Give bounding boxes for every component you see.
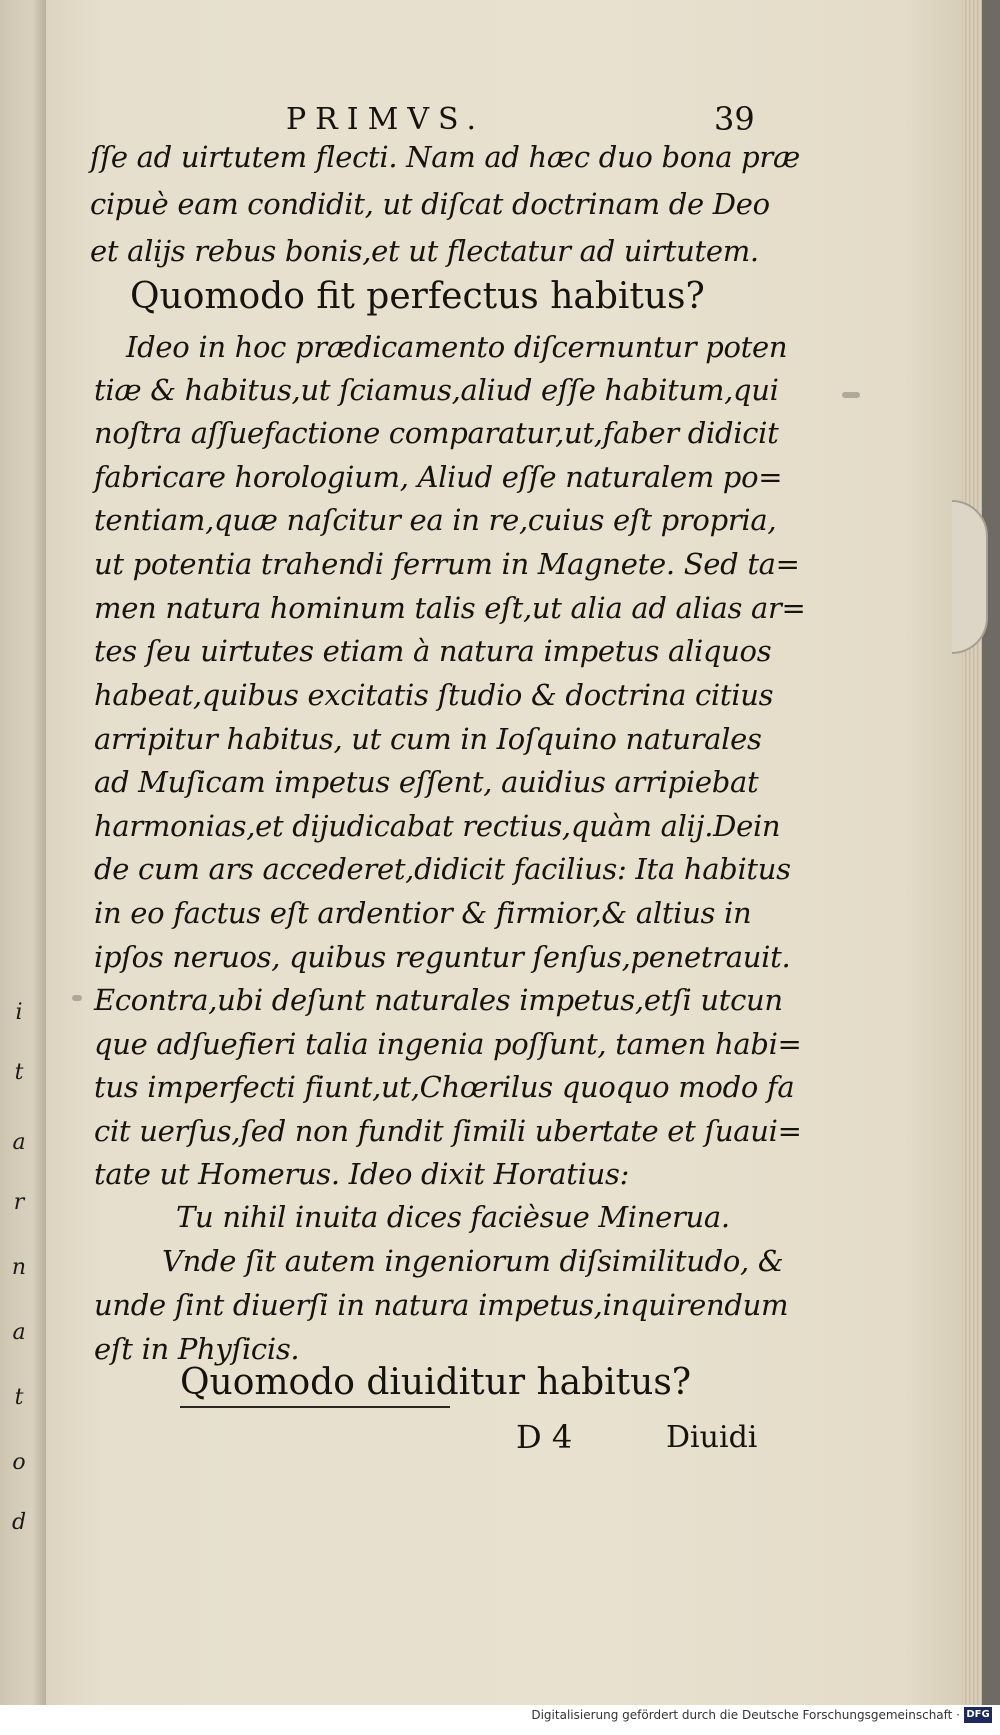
ink-speck bbox=[72, 995, 82, 1001]
facing-page-letter: a bbox=[12, 1130, 26, 1155]
verse-line: Tu nihil inuita dices facièsue Minerua. bbox=[176, 1200, 730, 1234]
ink-speck bbox=[842, 392, 860, 398]
dfg-logo: DFG bbox=[964, 1707, 992, 1723]
heading-underline bbox=[180, 1406, 450, 1408]
facing-page-letter: a bbox=[12, 1320, 26, 1345]
text-line: eſt in Phyſicis. bbox=[94, 1332, 300, 1366]
running-head: PRIMVS. bbox=[286, 102, 486, 137]
text-line: habeat,quibus excitatis ſtudio & doctrina citius bbox=[94, 678, 774, 712]
facing-page-letter: t bbox=[14, 1060, 24, 1085]
facing-page-margin bbox=[0, 0, 40, 1705]
footer-credit: Digitalisierung gefördert durch die Deutsche Forschungsgemeinschaft · bbox=[531, 1708, 960, 1722]
page-tab bbox=[952, 500, 988, 654]
text-line: cit uerſus,ſed non fundit ſimili ubertate et ſuaui= bbox=[94, 1114, 802, 1148]
signature-mark: D 4 bbox=[516, 1418, 573, 1456]
text-line: tiæ & habitus,ut ſciamus,aliud eſſe habitum,qui bbox=[94, 373, 779, 407]
facing-page-letter: r bbox=[13, 1190, 25, 1215]
facing-page-letter: d bbox=[11, 1510, 27, 1535]
facing-page-letter: o bbox=[12, 1450, 26, 1475]
book-page bbox=[46, 0, 978, 1705]
page-number: 39 bbox=[714, 100, 755, 138]
text-line: Ideo in hoc prædicamento diſcernuntur poten bbox=[126, 330, 788, 364]
text-line: arripitur habitus, ut cum in Ioſquino naturales bbox=[94, 722, 762, 756]
section-heading: Quomodo diuiditur habitus? bbox=[180, 1362, 692, 1403]
facing-page-letter: n bbox=[11, 1255, 27, 1280]
text-line: ſſe ad uirtutem flecti. Nam ad hæc duo bona præ bbox=[90, 140, 800, 174]
text-line: tentiam,quæ naſcitur ea in re,cuius eſt propria, bbox=[94, 503, 777, 537]
text-line: Vnde ſit autem ingeniorum diſsimilitudo, & bbox=[162, 1244, 784, 1278]
text-line: ut potentia trahendi ferrum in Magnete. Sed ta= bbox=[94, 547, 800, 581]
text-line: cipuè eam condidit, ut diſcat doctrinam de Deo bbox=[90, 187, 770, 221]
text-line: unde ſint diuerſi in natura impetus,inquirendum bbox=[94, 1288, 789, 1322]
page-edge bbox=[962, 0, 982, 1705]
text-line: tate ut Homerus. Ideo dixit Horatius: bbox=[94, 1157, 630, 1191]
facing-page-letter: t bbox=[14, 1385, 24, 1410]
facing-page-letter: i bbox=[15, 1000, 23, 1025]
text-line: harmonias,et dijudicabat rectius,quàm alij.Dein bbox=[94, 809, 781, 843]
text-line: ipſos neruos, quibus reguntur ſenſus,penetrauit. bbox=[94, 940, 791, 974]
text-line: que adſuefieri talia ingenia poſſunt, tamen habi= bbox=[94, 1027, 802, 1061]
text-line: Econtra,ubi deſunt naturales impetus,etſi utcun bbox=[94, 983, 783, 1017]
text-line: et alijs rebus bonis,et ut flectatur ad uirtutem. bbox=[90, 234, 759, 268]
text-line: tus imperfecti fiunt,ut,Chœrilus quoquo modo fa bbox=[94, 1070, 795, 1104]
text-line: tes ſeu uirtutes etiam à natura impetus aliquos bbox=[94, 634, 772, 668]
text-line: noſtra aſſuefactione comparatur,ut,faber didicit bbox=[94, 416, 779, 450]
text-line: ad Muſicam impetus eſſent, auidius arripiebat bbox=[94, 765, 759, 799]
section-heading: Quomodo fit perfectus habitus? bbox=[130, 276, 705, 317]
text-line: in eo factus eſt ardentior & firmior,& altius in bbox=[94, 896, 752, 930]
text-line: de cum ars accederet,didicit facilius: Ita habitus bbox=[94, 852, 791, 886]
text-line: fabricare horologium, Aliud eſſe naturalem po= bbox=[94, 460, 783, 494]
page-text bbox=[46, 0, 976, 1705]
catchword: Diuidi bbox=[666, 1420, 758, 1455]
text-line: men natura hominum talis eſt,ut alia ad alias ar= bbox=[94, 591, 806, 625]
